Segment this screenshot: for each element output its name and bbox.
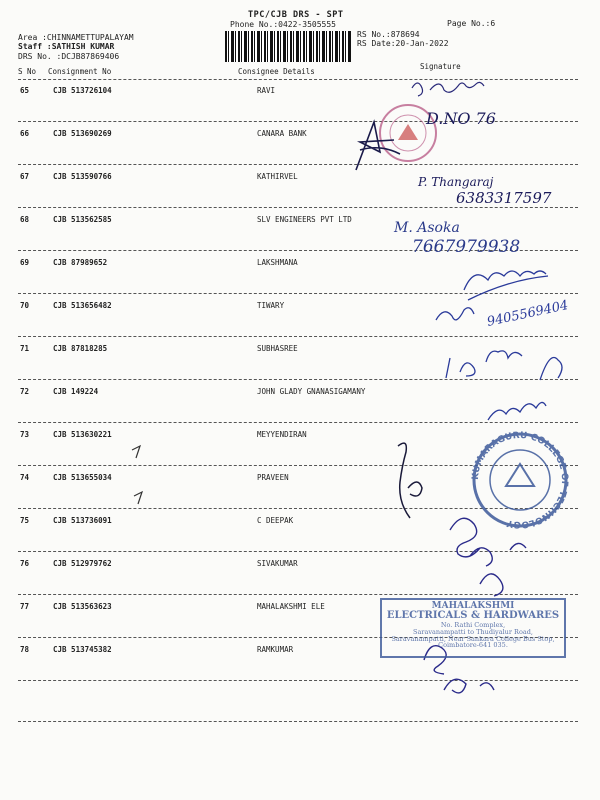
row-consignee: MAHALAKSHMI ELE (257, 602, 325, 611)
document-title: TPC/CJB DRS - SPT (248, 10, 344, 20)
row-consignment: CJB 513562585 (53, 215, 112, 224)
row-divider (18, 379, 578, 380)
table-row (18, 129, 578, 172)
row-divider (18, 336, 578, 337)
row-sno: 68 (20, 215, 30, 224)
area-label: Area :CHINNAMETTUPALAYAM (18, 33, 134, 42)
column-consignee: Consignee Details (238, 67, 315, 76)
row-divider (18, 680, 578, 681)
row-sno: 75 (20, 516, 30, 525)
row-sno: 74 (20, 473, 30, 482)
table-row (18, 258, 578, 301)
row-consignment: CJB 512979762 (53, 559, 112, 568)
handwritten-phone-row68: 7667979938 (412, 237, 521, 257)
row-consignment: CJB 513563623 (53, 602, 112, 611)
svg-text:KUMARAGURU COLLEGE OF TECHNOLO: KUMARAGURU COLLEGE OF TECHNOLOGY (470, 430, 570, 530)
column-consignment: Consignment No (48, 67, 112, 76)
row-divider (18, 293, 578, 294)
row-divider (18, 465, 578, 466)
row-sno: 66 (20, 129, 30, 138)
row-sno: 73 (20, 430, 30, 439)
row-sno: 65 (20, 86, 30, 95)
row-consignment: CJB 513656482 (53, 301, 112, 310)
row-divider (18, 164, 578, 165)
rs-number: RS No.:878694 (357, 30, 420, 39)
shop-stamp-addr4: Coimbatore-641 035. (438, 641, 508, 650)
row-divider (18, 594, 578, 595)
column-signature: Signature (420, 62, 461, 71)
table-row (18, 387, 578, 430)
row-consignment: CJB 149224 (53, 387, 99, 396)
row-sno: 77 (20, 602, 30, 611)
table-row (18, 559, 578, 602)
row-consignee: LAKSHMANA (257, 258, 298, 267)
page-number: Page No.:6 (447, 19, 496, 28)
row-divider (18, 551, 578, 552)
row-consignee: PRAVEEN (257, 473, 289, 482)
row-consignment: CJB 87989652 (53, 258, 108, 267)
row-divider (18, 250, 578, 251)
table-row (18, 516, 578, 559)
handwritten-door-no: D.NO 76 (426, 109, 496, 128)
row-divider (18, 422, 578, 423)
row-consignee: SIVAKUMAR (257, 559, 298, 568)
row-sno: 72 (20, 387, 30, 396)
row-consignee: CANARA BANK (257, 129, 307, 138)
row-sno: 70 (20, 301, 30, 310)
row-consignment: CJB 513736091 (53, 516, 112, 525)
table-row (18, 301, 578, 344)
phone-number: Phone No.:0422-3505555 (230, 20, 336, 29)
shop-stamp-title: ELECTRICALS & HARDWARES (386, 610, 560, 622)
row-sno: 76 (20, 559, 30, 568)
handwritten-phone-row67: 6383317597 (456, 189, 552, 207)
row-divider (18, 121, 578, 122)
table-row (18, 430, 578, 473)
header-divider (18, 79, 578, 80)
row-sno: 71 (20, 344, 30, 353)
table-row (18, 344, 578, 387)
row-consignee: SUBHASREE (257, 344, 298, 353)
row-sno: 69 (20, 258, 30, 267)
row-consignee: TIWARY (257, 301, 285, 310)
handwritten-name-row67: P. Thangaraj (418, 175, 494, 189)
table-row (18, 473, 578, 516)
row-consignment: CJB 513630221 (53, 430, 112, 439)
column-header-row (18, 62, 578, 79)
staff-label: Staff :SATHISH KUMAR (18, 42, 115, 51)
row-consignment: CJB 87818285 (53, 344, 108, 353)
table-row (18, 172, 578, 215)
table-row (18, 215, 578, 258)
drs-number: DRS No. :DCJB87869406 (18, 52, 120, 61)
row-divider (18, 508, 578, 509)
shop-stamp-name: MAHALAKSHMI (431, 601, 515, 611)
handwritten-phone-row70: 9405569404 (485, 298, 570, 330)
row-consignment: CJB 513726104 (53, 86, 112, 95)
shop-stamp-addr2: Saravanampatti to Thudiyalur Road, (413, 627, 533, 636)
row-consignee: MEYYENDIRAN (257, 430, 307, 439)
column-sno: S No (18, 67, 37, 76)
row-consignee: RAVI (257, 86, 276, 95)
row-consignment: CJB 513745382 (53, 645, 112, 654)
barcode (225, 31, 351, 62)
row-divider (18, 207, 578, 208)
shop-stamp-addr3: Saravanampatti, Near Sankara College Bus Stop, (391, 634, 555, 643)
row-consignee: JOHN GLADY GNANASIGAMANY (257, 387, 366, 396)
row-consignment: CJB 513655034 (53, 473, 112, 482)
table-row (18, 86, 578, 129)
row-divider (18, 721, 578, 722)
row-consignment: CJB 513590766 (53, 172, 112, 181)
row-consignee: RAMKUMAR (257, 645, 294, 654)
row-consignee: KATHIRVEL (257, 172, 298, 181)
row-consignment: CJB 513690269 (53, 129, 112, 138)
rs-date: RS Date:20-Jan-2022 (357, 39, 449, 48)
row-sno: 67 (20, 172, 30, 181)
shop-stamp (380, 598, 566, 658)
shop-stamp-addr1: No. Rathi Complex, (440, 620, 506, 629)
row-consignee: C DEEPAK (257, 516, 294, 525)
row-consignee: SLV ENGINEERS PVT LTD (257, 215, 352, 224)
handwritten-name-row68: M. Asoka (394, 220, 460, 236)
row-sno: 78 (20, 645, 30, 654)
